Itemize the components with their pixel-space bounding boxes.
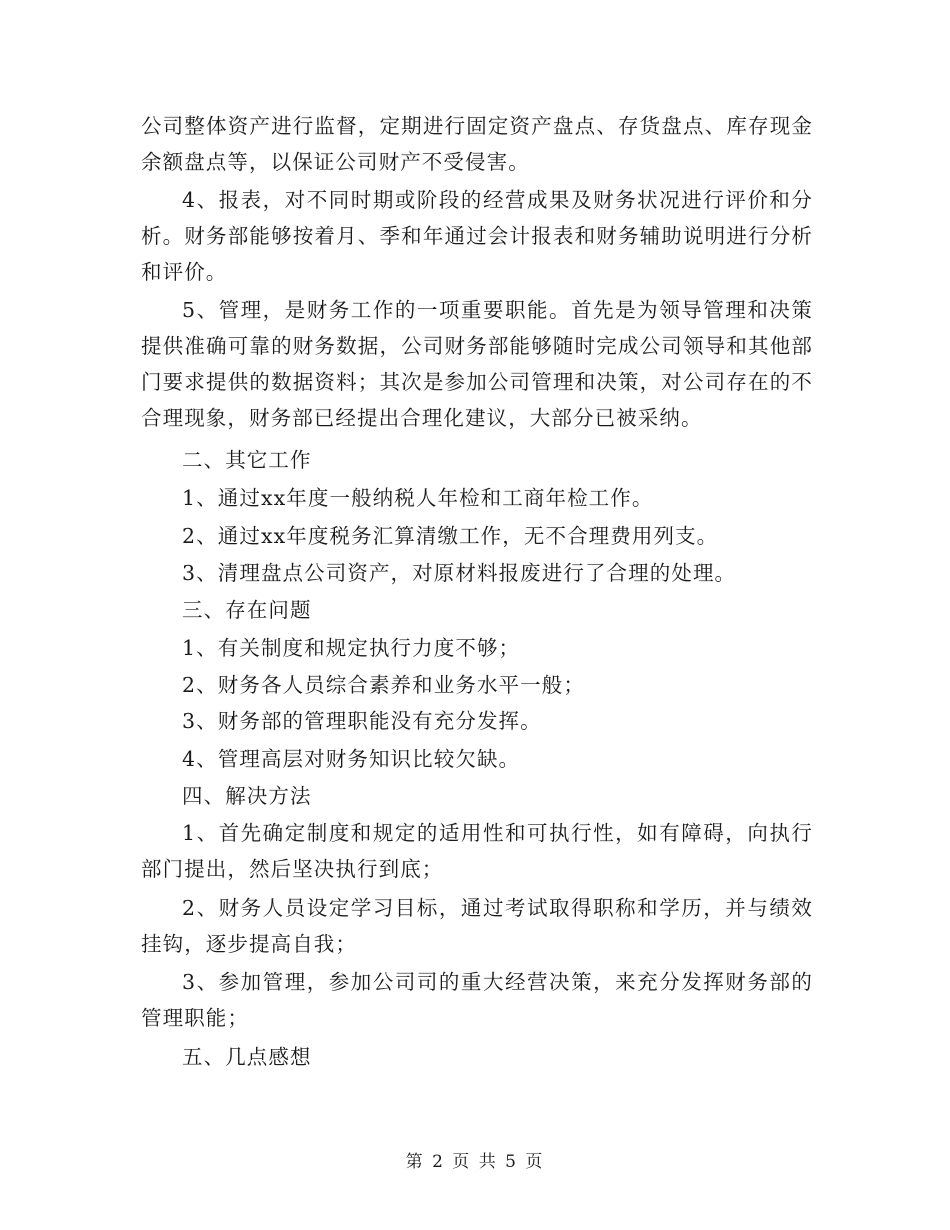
list-item-problem-2: 2、财务各人员综合素养和业务水平一般； <box>182 673 585 697</box>
section-heading-problems: 三、存在问题 <box>182 598 312 622</box>
page-number-footer: 第 2 页 共 5 页 <box>405 1152 545 1172</box>
list-item-problem-3: 3、财务部的管理职能没有充分发挥。 <box>182 709 542 733</box>
list-item-problem-4: 4、管理高层对财务知识比较欠缺。 <box>182 747 521 771</box>
paragraph-asset-supervision: 公司整体资产进行监督，定期进行固定资产盘点、存货盘点、库存现金余额盘点等，以保证公司财产不受侵害。 <box>141 114 813 174</box>
list-item-solution-2: 2、财务人员设定学习目标，通过考试取得职称和学历，并与绩效挂钩，逐步提高自我； <box>141 896 813 956</box>
section-heading-solutions: 四、解决方法 <box>182 784 312 808</box>
list-item-problem-1: 1、有关制度和规定执行力度不够； <box>182 636 521 660</box>
section-heading-other-work: 二、其它工作 <box>182 448 312 472</box>
paragraph-item-4-reports: 4、报表，对不同时期或阶段的经营成果及财务状况进行评价和分析。财务部能够按着月、季和年通过会计报表和财务辅助说明进行分析和评价。 <box>141 188 813 284</box>
list-item-other-work-3: 3、清理盘点公司资产，对原材料报废进行了合理的处理。 <box>182 561 737 585</box>
paragraph-item-5-management: 5、管理，是财务工作的一项重要职能。首先是为领导管理和决策提供准确可靠的财务数据，公司财务部能够随时完成公司领导和其他部门要求提供的数据资料；其次是参加公司管理和决策，对公司存在的不合理现象，财务部已经提出合理化建议，大部分已被采纳。 <box>141 298 813 430</box>
section-heading-reflections: 五、几点感想 <box>182 1045 312 1069</box>
list-item-solution-1: 1、首先确定制度和规定的适用性和可执行性，如有障碍，向执行部门提出，然后坚决执行到底； <box>141 821 813 881</box>
list-item-other-work-2: 2、通过xx年度税务汇算清缴工作，无不合理费用列支。 <box>182 524 719 548</box>
list-item-solution-3: 3、参加管理，参加公司司的重大经营决策，来充分发挥财务部的管理职能； <box>141 970 813 1030</box>
list-item-other-work-1: 1、通过xx年度一般纳税人年检和工商年检工作。 <box>182 486 654 510</box>
